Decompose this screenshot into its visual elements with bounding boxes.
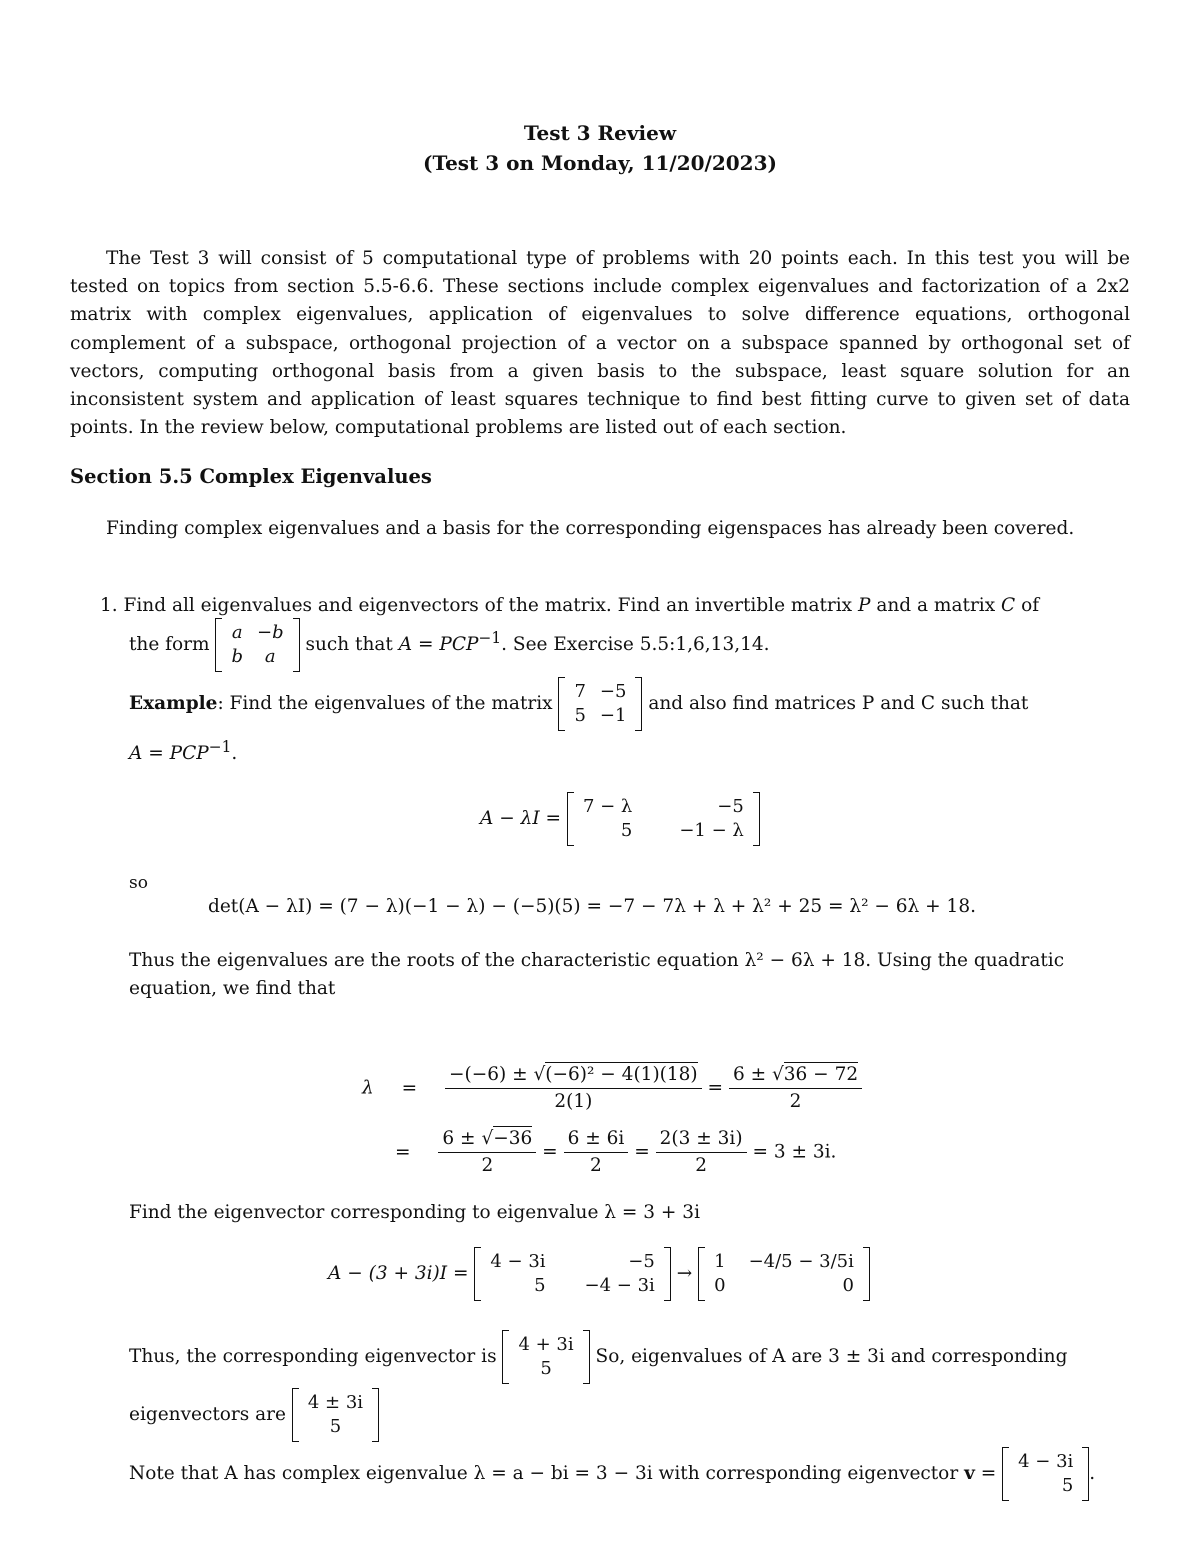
document-subtitle: (Test 3 on Monday, 11/20/2023) (423, 151, 777, 175)
section-note: Finding complex eigenvalues and a basis for the corresponding eigenspaces has already been covered. (106, 518, 1075, 539)
rref-matrix: 1 −4/5 − 3/5i 0 0 (698, 1250, 870, 1298)
eigenvector-heading: Find the eigenvector corresponding to eigenvalue λ = 3 + 3i (129, 1202, 700, 1223)
fraction-3: $\frac{6 \pm √-36}{2}$ (438, 1126, 536, 1179)
a-minus-lambda-matrix: 7 − λ −5 5 −1 − λ (567, 795, 760, 843)
fraction-4: $\frac{6 \pm 6i}{2}$ (564, 1126, 629, 1179)
eigenvector-matrix: 4 + 3i 5 (502, 1333, 589, 1381)
note-line: Note that A has complex eigenvalue λ = a − bi = 3 − 3i with corresponding eigenvector v = 4 − 3i 5 . (129, 1451, 1096, 1496)
problem-1-line-1: 1. Find all eigenvalues and eigenvectors of the matrix. Find an invertible matrix P and a matrix C of (100, 595, 1040, 616)
example-line-1: Example: Find the eigenvalues of the matrix 7 −5 5 −1 and also find matrices P and C such that (129, 681, 1029, 726)
document-title: Test 3 Review (523, 121, 677, 145)
fraction-2: $\frac{6 \pm √36 - 72}{2}$ (729, 1062, 862, 1115)
shift-matrix: 4 − 3i −5 5 −4 − 3i (474, 1250, 670, 1298)
example-line-2: $A = PCP^{-1}$. (129, 738, 238, 765)
problem-1-line-2: the form a −b b a such that $A = PCP^{-1}$. See Exercise 5.5:1,6,13,14. (129, 622, 770, 667)
section-heading: Section 5.5 Complex Eigenvalues (70, 465, 432, 488)
example-matrix: 7 −5 5 −1 (558, 680, 642, 728)
eigenvector-line: Thus, the corresponding eigenvector is 4 + 3i 5 So, eigenvalues of A are 3 ± 3i and corresponding (129, 1334, 1068, 1379)
arrow-icon: → (676, 1263, 693, 1284)
example-label: Example (129, 693, 218, 714)
document-title-block (70, 118, 1130, 178)
fraction-5: $\frac{2(3 \pm 3i)}{2}$ (656, 1126, 747, 1179)
problem-number: 1. (100, 595, 118, 616)
shift-equation: A − (3 + 3i)I = 4 − 3i −5 5 −4 − 3i → 1 −4/5 − 3/5i 0 0 (328, 1250, 870, 1298)
so-word: so (129, 873, 148, 893)
determinant-line: det(A − λI) = (7 − λ)(−1 − λ) − (−5)(5) = −7 − 7λ + λ + λ² + 25 = λ² − 6λ + 18. (208, 896, 976, 917)
roots-paragraph: Thus the eigenvalues are the roots of the characteristic equation λ² − 6λ + 18. Using the quadratic equation, we find that (129, 950, 1065, 999)
quadratic-line-1: λ = $\frac{\text{−(−6) ± √(−6)² − 4(1)(18)}}{2(1)}$ = $\frac{6 \pm √36 - 72}{2}$ (362, 1062, 862, 1115)
fraction-1: $\frac{\text{−(−6) ± √(−6)² − 4(1)(18)}}{2(1)}$ (445, 1062, 702, 1115)
eigenvectors-line: eigenvectors are 4 ± 3i 5 (129, 1391, 379, 1439)
eigenvectors-matrix: 4 ± 3i 5 (292, 1391, 379, 1439)
form-matrix: a −b b a (215, 621, 299, 669)
intro-paragraph: The Test 3 will consist of 5 computational type of problems with 20 points each. In this test you will be tested on topics from section 5.5-6.6. These sections include complex eigenvalues and factorization of a 2x2 matrix with complex eigenvalues, application of eigenvalues to solve difference equations, orthogonal complement of a subspace, orthogonal projection of a vector on a subspace spanned by orthogonal set of vectors, computing orthogonal basis from a given basis to the subspace, least square solution for an inconsistent system and application of least squares technique to find best fitting curve to given set of data points. In the review below, computational problems are listed out of each section. (70, 248, 1130, 439)
a-minus-lambda-equation: A − λI = 7 − λ −5 5 −1 − λ (480, 795, 760, 843)
note-eigenvector-matrix: 4 − 3i 5 (1002, 1450, 1089, 1498)
quadratic-line-2: = $\frac{6 \pm √-36}{2}$ = $\frac{6 \pm 6i}{2}$ = $\frac{2(3 \pm 3i)}{2}$ = 3 ± 3i. (395, 1126, 836, 1179)
